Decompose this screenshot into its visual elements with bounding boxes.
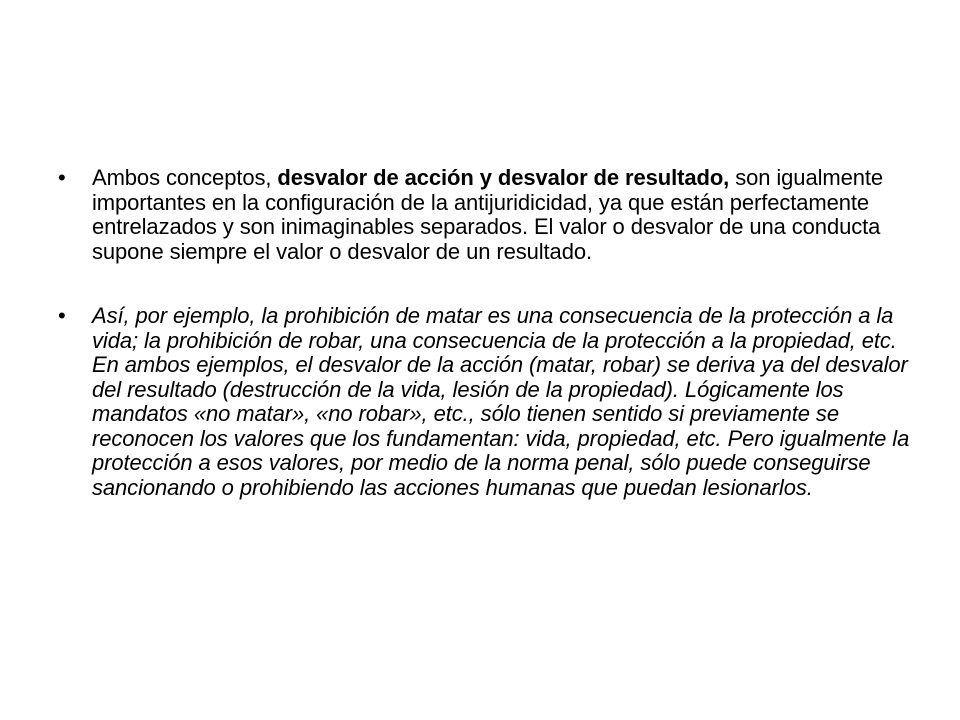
bullet-text-conceptos bbox=[92, 166, 918, 264]
bullet-item-ejemplo bbox=[58, 304, 918, 500]
bullet-list bbox=[58, 166, 918, 500]
bullet-item-conceptos bbox=[58, 166, 918, 264]
bullet-icon: • bbox=[58, 303, 66, 328]
bullet-text-intro: Ambos conceptos, bbox=[92, 165, 278, 190]
bullet-text-emphasis: desvalor de acción y desvalor de resultado, bbox=[277, 165, 730, 190]
bullet-text-continuation: son igualmente importantes en la configuración de la antijuridicidad, ya que están perfectamente entrelazados y son inimaginables separados. El valor o desvalor de una conducta supone siempre el valor o desvalor de un resultado. bbox=[92, 165, 884, 264]
bullet-text-ejemplo: Así, por ejemplo, la prohibición de matar es una consecuencia de la protección a la vida; la prohibición de robar, una consecuencia de la protección a la propiedad, etc. En ambos ejemplos, el desvalor de la acción (matar, robar) se deriva ya del desvalor del resultado (destrucción de la vida, lesión de la propiedad). Lógicamente los mandatos «no matar», «no robar», etc., sólo tienen sentido si previamente se reconocen los valores que los fundamentan: vida, propiedad, etc. Pero igualmente la protección a esos valores, por medio de la norma penal, sólo puede conseguirse sancionando o prohibiendo las acciones humanas que puedan lesionarlos. bbox=[92, 303, 910, 500]
bullet-icon: • bbox=[58, 165, 66, 190]
